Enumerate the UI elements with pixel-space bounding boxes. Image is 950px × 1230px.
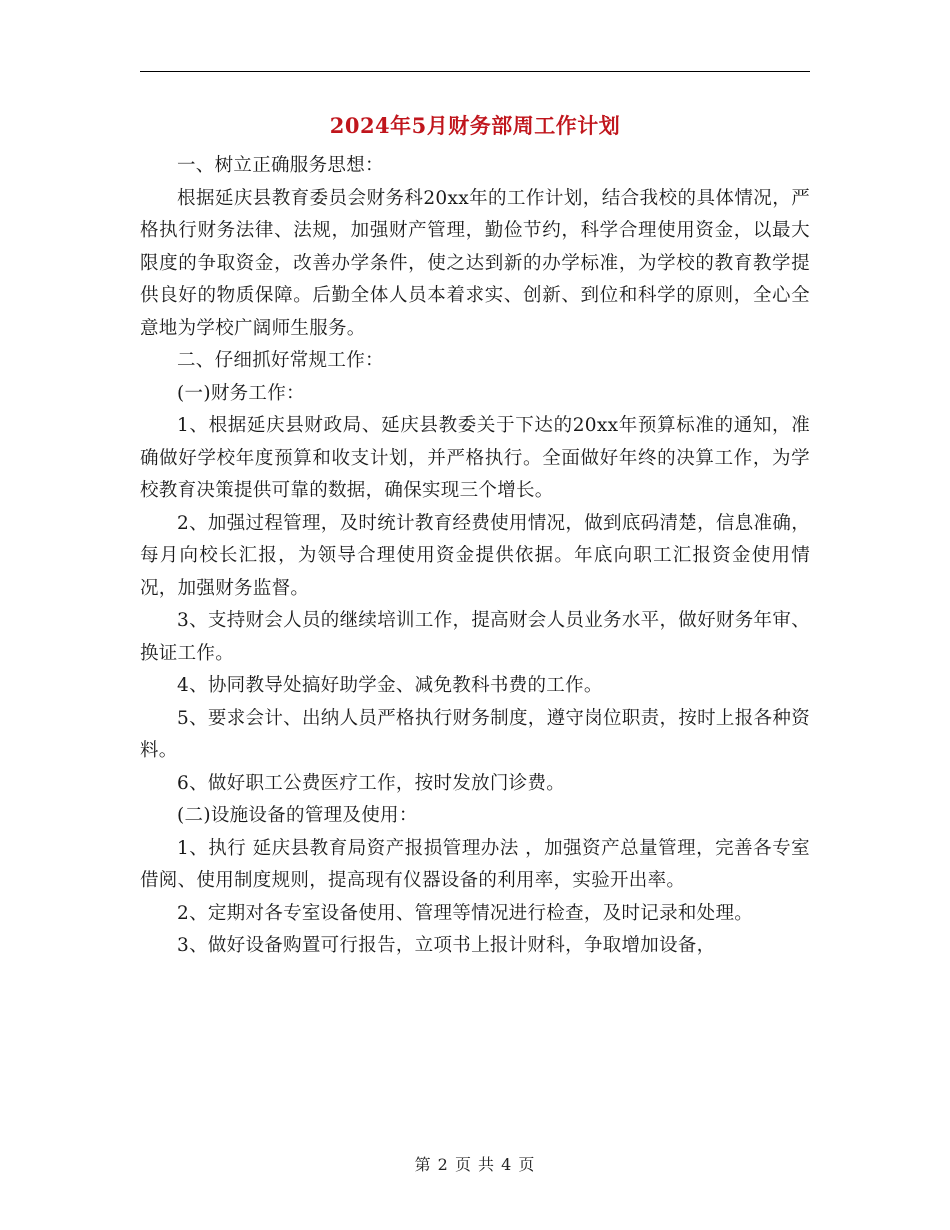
document-title: 2024年5月财务部周工作计划	[329, 113, 621, 138]
list-item: 3、支持财会人员的继续培训工作，提高财会人员业务水平，做好财务年审、换证工作。	[140, 610, 810, 664]
page-footer	[140, 1153, 810, 1177]
paragraph-intro: 根据延庆县教育委员会财务科20xx年的工作计划，结合我校的具体情况，严格执行财务法律、法规，加强财产管理，勤俭节约，科学合理使用资金，以最大限度的争取资金，改善办学条件，使之达到新的办学标准，为学校的教育教学提供良好的物质保障。后勤全体人员本着求实、创新、到位和科学的原则，全心全意地为学校广阔师生服务。	[140, 187, 810, 339]
list-item: 5、要求会计、出纳人员严格执行财务制度，遵守岗位职责，按时上报各种资料。	[140, 707, 810, 761]
list-item: 1、根据延庆县财政局、延庆县教委关于下达的20xx年预算标准的通知，准确做好学校年度预算和收支计划，并严格执行。全面做好年终的决算工作，为学校教育决策提供可靠的数据，确保实现三个增长。	[140, 415, 810, 501]
list-item: 4、协同教导处搞好助学金、减免教科书费的工作。	[177, 675, 603, 696]
list-item: 3、做好设备购置可行报告，立项书上报计财科，争取增加设备，	[177, 935, 716, 956]
list-item: 6、做好职工公费医疗工作，按时发放门诊费。	[177, 772, 566, 794]
document-body	[140, 150, 810, 963]
list-item: 2、加强过程管理，及时统计教育经费使用情况，做到底码清楚，信息准确，每月向校长汇报，为领导合理使用资金提供依据。年底向职工汇报资金使用情况，加强财务监督。	[140, 512, 810, 599]
subsection-heading-finance: (一)财务工作：	[177, 382, 305, 404]
section-heading-2: 二、仔细抓好常规工作：	[177, 350, 384, 371]
subsection-heading-facilities: (二)设施设备的管理及使用：	[177, 805, 418, 826]
list-item: 1、执行 延庆县教育局资产报损管理办法 ，加强资产总量管理，完善各专室借阅、使用制度规则，提高现有仪器设备的利用率，实验开出率。	[140, 837, 810, 891]
list-item: 2、定期对各专室设备使用、管理等情况进行检查，及时记录和处理。	[177, 902, 754, 924]
section-heading-1: 一、树立正确服务思想：	[177, 155, 384, 176]
page-number-label: 第 2 页 共 4 页	[414, 1155, 536, 1174]
header-rule	[140, 71, 810, 72]
